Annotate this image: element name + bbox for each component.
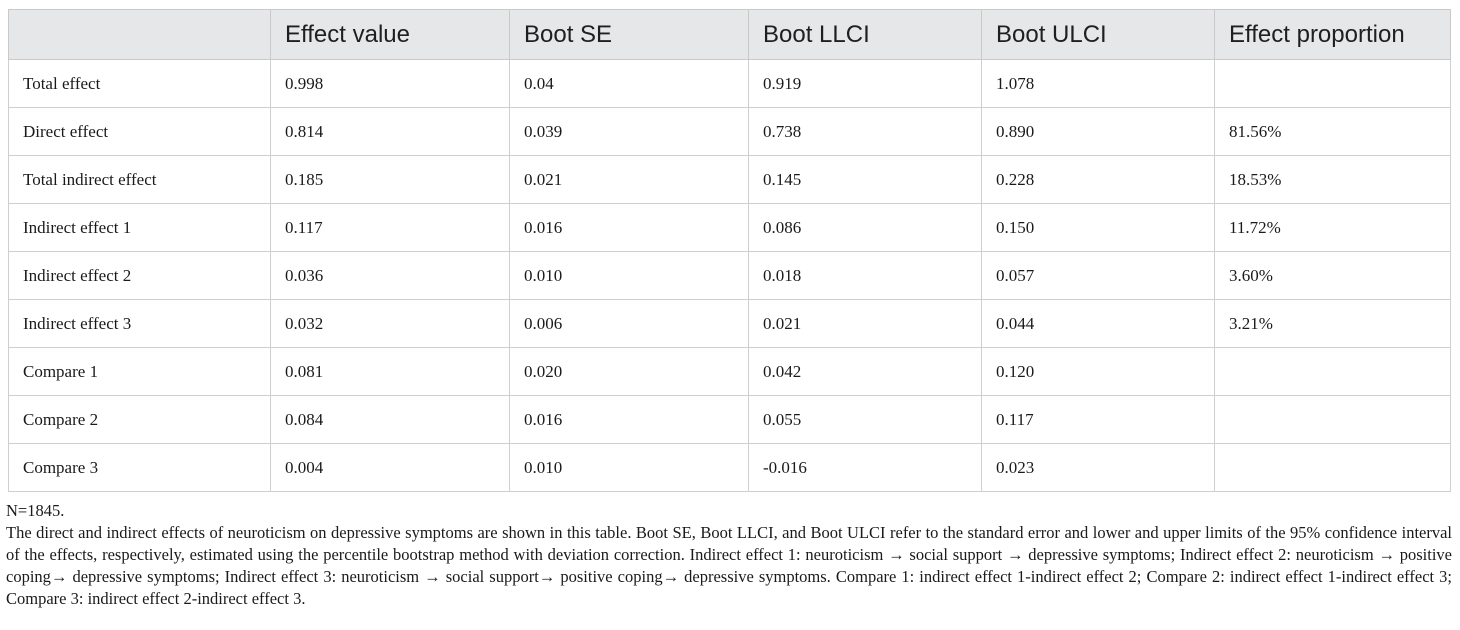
boot-ulci-cell: 0.228 xyxy=(982,156,1215,204)
boot-ulci-cell: 0.057 xyxy=(982,252,1215,300)
header-cell-boot-ulci: Boot ULCI xyxy=(982,10,1215,60)
boot-se-cell: 0.020 xyxy=(510,348,749,396)
row-label-cell: Indirect effect 2 xyxy=(9,252,271,300)
table-body xyxy=(9,60,1451,492)
header-cell-boot-se: Boot SE xyxy=(510,10,749,60)
header-cell-effect-value: Effect value xyxy=(271,10,510,60)
header-cell-boot-llci: Boot LLCI xyxy=(749,10,982,60)
effect-proportion-cell xyxy=(1215,348,1451,396)
boot-llci-cell: 0.055 xyxy=(749,396,982,444)
effect-proportion-cell: 3.60% xyxy=(1215,252,1451,300)
boot-llci-cell: 0.919 xyxy=(749,60,982,108)
effect-proportion-cell xyxy=(1215,60,1451,108)
table-row xyxy=(9,156,1451,204)
table-row xyxy=(9,348,1451,396)
boot-ulci-cell: 0.150 xyxy=(982,204,1215,252)
boot-se-cell: 0.016 xyxy=(510,396,749,444)
effect-value-cell: 0.036 xyxy=(271,252,510,300)
boot-se-cell: 0.021 xyxy=(510,156,749,204)
effect-proportion-cell: 11.72% xyxy=(1215,204,1451,252)
header-cell-row-label xyxy=(9,10,271,60)
effect-value-cell: 0.185 xyxy=(271,156,510,204)
table-row xyxy=(9,60,1451,108)
table-row xyxy=(9,396,1451,444)
effect-proportion-cell: 3.21% xyxy=(1215,300,1451,348)
boot-se-cell: 0.006 xyxy=(510,300,749,348)
document-page xyxy=(8,9,1450,610)
boot-ulci-cell: 1.078 xyxy=(982,60,1215,108)
boot-llci-cell: 0.738 xyxy=(749,108,982,156)
boot-se-cell: 0.016 xyxy=(510,204,749,252)
boot-llci-cell: 0.018 xyxy=(749,252,982,300)
boot-ulci-cell: 0.023 xyxy=(982,444,1215,492)
row-label-cell: Compare 1 xyxy=(9,348,271,396)
boot-se-cell: 0.039 xyxy=(510,108,749,156)
effect-value-cell: 0.998 xyxy=(271,60,510,108)
row-label-cell: Total effect xyxy=(9,60,271,108)
boot-ulci-cell: 0.890 xyxy=(982,108,1215,156)
boot-ulci-cell: 0.120 xyxy=(982,348,1215,396)
boot-llci-cell: 0.145 xyxy=(749,156,982,204)
table-footnotes xyxy=(6,500,1452,610)
header-row xyxy=(9,10,1451,60)
effect-value-cell: 0.084 xyxy=(271,396,510,444)
boot-llci-cell: 0.042 xyxy=(749,348,982,396)
effect-value-cell: 0.081 xyxy=(271,348,510,396)
boot-llci-cell: 0.021 xyxy=(749,300,982,348)
row-label-cell: Total indirect effect xyxy=(9,156,271,204)
boot-ulci-cell: 0.044 xyxy=(982,300,1215,348)
effect-value-cell: 0.814 xyxy=(271,108,510,156)
effects-table xyxy=(8,9,1451,492)
table-row xyxy=(9,204,1451,252)
row-label-cell: Compare 2 xyxy=(9,396,271,444)
boot-llci-cell: -0.016 xyxy=(749,444,982,492)
sample-size-note: N=1845. xyxy=(6,501,65,520)
effect-value-cell: 0.032 xyxy=(271,300,510,348)
row-label-cell: Direct effect xyxy=(9,108,271,156)
table-row xyxy=(9,252,1451,300)
effect-proportion-cell xyxy=(1215,444,1451,492)
table-description-note: The direct and indirect effects of neuroticism on depressive symptoms are shown in this table. Boot SE, Boot LLCI, and Boot ULCI refer to the standard error and lower and upper limits of the 95% confidence interval of the effects, respectively, estimated using the percentile bootstrap method with deviation correction. Indirect effect 1: neuroticism → social support → depressive symptoms; Indirect effect 2: neuroticism → positive coping→ depressive symptoms; Indirect effect 3: neuroticism → social support→ positive coping→ depressive symptoms. Compare 1: indirect effect 1-indirect effect 2; Compare 2: indirect effect 1-indirect effect 3; Compare 3: indirect effect 2-indirect effect 3. xyxy=(6,523,1452,608)
effect-proportion-cell: 81.56% xyxy=(1215,108,1451,156)
effect-value-cell: 0.004 xyxy=(271,444,510,492)
effect-proportion-cell: 18.53% xyxy=(1215,156,1451,204)
row-label-cell: Compare 3 xyxy=(9,444,271,492)
boot-se-cell: 0.010 xyxy=(510,444,749,492)
effect-proportion-cell xyxy=(1215,396,1451,444)
table-row xyxy=(9,108,1451,156)
boot-se-cell: 0.010 xyxy=(510,252,749,300)
boot-se-cell: 0.04 xyxy=(510,60,749,108)
table-row xyxy=(9,444,1451,492)
table-row xyxy=(9,300,1451,348)
header-cell-effect-proportion: Effect proportion xyxy=(1215,10,1451,60)
table-header xyxy=(9,10,1451,60)
row-label-cell: Indirect effect 1 xyxy=(9,204,271,252)
boot-llci-cell: 0.086 xyxy=(749,204,982,252)
boot-ulci-cell: 0.117 xyxy=(982,396,1215,444)
row-label-cell: Indirect effect 3 xyxy=(9,300,271,348)
effect-value-cell: 0.117 xyxy=(271,204,510,252)
